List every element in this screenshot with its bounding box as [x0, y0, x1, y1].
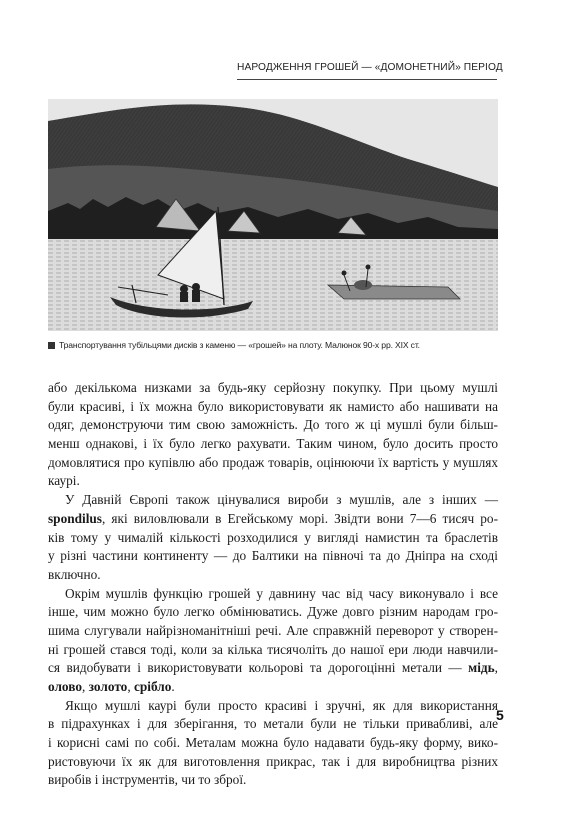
text-fragment: . [171, 679, 175, 694]
text-fragment: , які виловлювали в Егейському морі. Звідти вони 7—6 тисяч ро- [101, 510, 498, 526]
page-number: 5 [496, 707, 504, 723]
text-line [48, 398, 498, 417]
text-fragment: і корисні самі по собі. Металам можна було надавати будь-яку форму, вико- [48, 735, 498, 751]
bold-term: spondilus [48, 510, 102, 526]
bold-term: золото [88, 679, 128, 694]
text-fragment: , [494, 660, 498, 676]
text-line [48, 678, 498, 697]
text-line [48, 416, 498, 435]
text-line [48, 547, 498, 566]
text-line [48, 435, 498, 454]
text-line [48, 641, 498, 660]
text-fragment: одяг, демонструючи тим свою заможність. До того ж ці мушлі були більш- [48, 417, 498, 433]
text-fragment: були красиві, і їх можна було використовувати як намисто або нашивати на [48, 398, 498, 414]
text-line [48, 771, 498, 790]
text-fragment: шима слугували найрізноманітніші речі. Але справжній переворот у створен- [48, 622, 498, 638]
text-line [48, 472, 498, 491]
header-rule [237, 79, 497, 80]
bold-term: срібло [134, 679, 172, 694]
text-line [48, 454, 498, 473]
text-fragment: включно. [48, 566, 101, 582]
text-line [48, 753, 498, 772]
text-line [48, 585, 498, 604]
text-fragment: ристовуючи їх як для виготовлення прикрас, так і для виробництва різних [48, 753, 498, 769]
text-fragment: в підрахунках і для зберігання, то метали були не тільки привабливі, але [48, 716, 498, 732]
text-fragment: У Давній Європі також цінувалися вироби з мушлів, але з інших — [65, 492, 498, 508]
caption-bullet-square [48, 342, 55, 349]
text-line [48, 491, 498, 510]
text-line [48, 529, 498, 548]
text-fragment: менш однакові, і їх було легко рахувати. Таким чином, було досить просто [48, 436, 498, 452]
text-line [48, 734, 498, 753]
illustration-engraving [48, 99, 498, 331]
text-fragment: ні грошей стався тоді, коли за кілька тисячоліть до нашої ери люди навчили- [48, 641, 498, 657]
figure-caption [48, 340, 508, 350]
text-line [48, 715, 498, 734]
text-fragment: або декількома низками за будь-яку серйозну покупку. При цьому мушлі [48, 380, 498, 395]
bold-term: мідь [468, 660, 495, 676]
text-fragment: , [127, 679, 134, 694]
text-line [48, 566, 498, 585]
text-line [48, 697, 498, 716]
text-fragment: домовлятися про купівлю або продаж товарів, оцінюючи їх вартість у мушлях [48, 454, 498, 470]
text-fragment: , [82, 679, 89, 694]
text-fragment: ся видобувати і використовувати кольорові та дорогоцінні метали — [48, 660, 469, 676]
text-fragment: виробів і інструментів, чи то зброї. [48, 772, 247, 788]
text-line [48, 622, 498, 641]
text-fragment: Якщо мушлі каурі були просто красиві і зручні, як для використання [65, 697, 498, 713]
text-line [48, 659, 498, 678]
text-fragment: ків тому у чималій кількості розходилися у вигляді намистин та браслетів [48, 529, 498, 545]
text-line [48, 510, 498, 529]
body-text [48, 379, 498, 790]
text-line [48, 379, 498, 398]
bold-term: олово [48, 679, 82, 694]
text-fragment: Окрім мушлів функцію грошей у давнину час від часу виконувало і все [65, 585, 498, 601]
caption-text: Транспортування тубільцями дисків з каменю — «грошей» на плоту. Малюнок 90-х рр. XIX ст. [59, 340, 420, 350]
text-fragment: каурі. [48, 473, 80, 489]
running-header: НАРОДЖЕННЯ ГРОШЕЙ — «ДОМОНЕТНИЙ» ПЕРІОД [237, 62, 503, 73]
text-fragment: у різні частини континенту — до Балтики на півночі та до Дніпра на сході [48, 548, 498, 564]
text-fragment: інше, чим можно було легко обмінюватись. Дуже довго різним народам гро- [48, 604, 498, 620]
text-line [48, 603, 498, 622]
